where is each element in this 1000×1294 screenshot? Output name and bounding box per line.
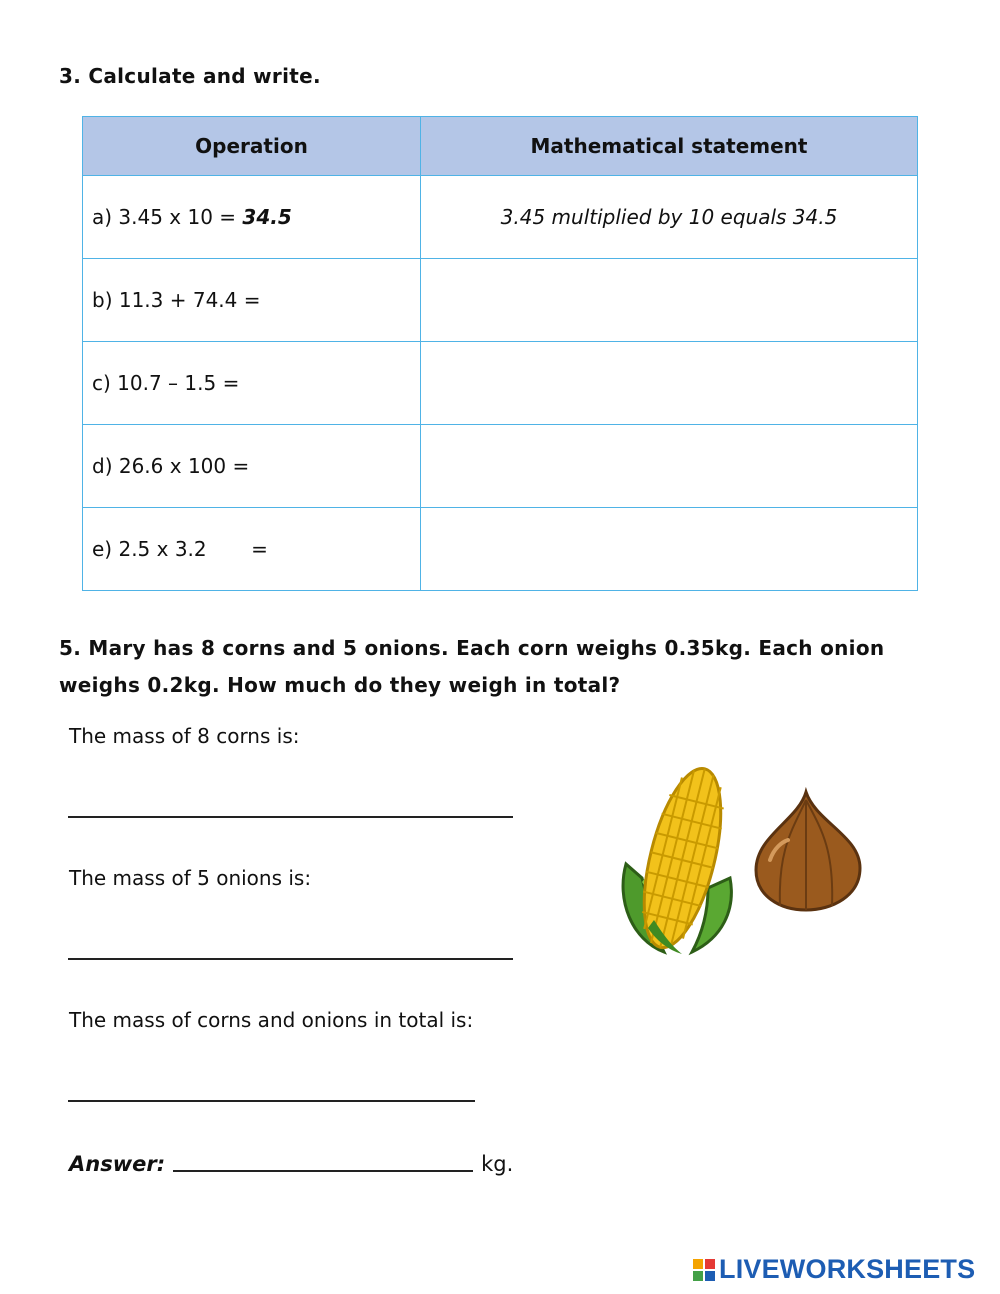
logo-text: LIVEWORKSHEETS <box>719 1254 976 1284</box>
table-row <box>83 425 918 508</box>
onion-mass-label: The mass of 5 onions is: <box>69 866 312 890</box>
operation-cell <box>83 425 421 508</box>
answer-blank[interactable] <box>173 1148 473 1172</box>
header-statement: Mathematical statement <box>421 117 918 176</box>
operation-cell <box>83 176 421 259</box>
table-row <box>83 508 918 591</box>
header-operation: Operation <box>83 117 421 176</box>
total-mass-blank[interactable] <box>68 1100 475 1102</box>
statement-cell: 3.45 multiplied by 10 equals 34.5 <box>421 176 918 259</box>
corn-mass-label: The mass of 8 corns is: <box>69 724 300 748</box>
operation-text: d) 26.6 x 100 = <box>92 454 250 478</box>
corn-icon <box>623 761 736 955</box>
statement-cell[interactable] <box>421 425 918 508</box>
logo-grid-icon <box>692 1258 716 1282</box>
statement-cell[interactable] <box>421 342 918 425</box>
operation-answer: 34.5 <box>242 205 292 229</box>
operation-text: e) 2.5 x 3.2 = <box>92 537 268 561</box>
onion-icon <box>756 792 860 910</box>
statement-cell[interactable] <box>421 508 918 591</box>
statement-cell[interactable] <box>421 259 918 342</box>
question-5-title: 5. Mary has 8 corns and 5 onions. Each corn weighs 0.35kg. Each onion weighs 0.2kg. How much do they weigh in total? <box>59 636 885 697</box>
table-row <box>83 259 918 342</box>
total-mass-label: The mass of corns and onions in total is: <box>69 1008 474 1032</box>
answer-unit: kg. <box>481 1152 514 1176</box>
onion-mass-blank[interactable] <box>68 958 513 960</box>
table-row <box>83 176 918 259</box>
corn-onion-illustration <box>612 760 872 960</box>
table-row <box>83 342 918 425</box>
liveworksheets-logo <box>692 1254 975 1285</box>
answer-label: Answer: <box>69 1152 166 1176</box>
operation-text: b) 11.3 + 74.4 = <box>92 288 261 312</box>
question-3-title: 3. Calculate and write. <box>59 64 321 88</box>
operation-text: a) 3.45 x 10 = <box>92 205 243 229</box>
answer-row <box>69 1148 513 1176</box>
operation-cell <box>83 259 421 342</box>
operation-cell <box>83 508 421 591</box>
table-header-row <box>83 117 918 176</box>
corn-mass-blank[interactable] <box>68 816 513 818</box>
operations-table <box>82 116 918 591</box>
operation-text: c) 10.7 – 1.5 = <box>92 371 240 395</box>
operation-cell <box>83 342 421 425</box>
